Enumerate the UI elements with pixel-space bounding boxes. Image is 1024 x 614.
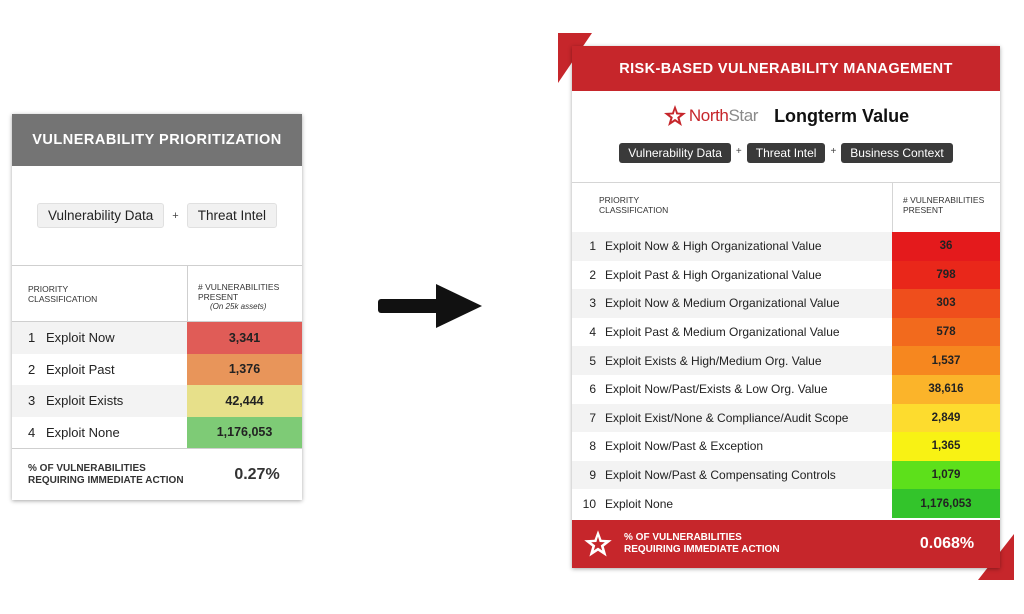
star-icon	[583, 530, 613, 558]
row-index: 4	[28, 424, 36, 440]
row-index: 1	[28, 330, 36, 346]
left-data-sources	[12, 166, 302, 266]
table-row	[572, 261, 1000, 290]
assets-note: (On 25k assets)	[210, 302, 267, 311]
row-value: 303	[892, 289, 1000, 318]
row-index: 4	[589, 325, 596, 340]
plus-sign: +	[172, 209, 179, 222]
vulnerabilities-present-header: # VULNERABILITIES PRESENT	[892, 183, 1000, 232]
row-label: Exploit None	[605, 496, 674, 511]
immediate-action-label: % OF VULNERABILITIES REQUIRING IMMEDIATE ACTION	[28, 462, 184, 486]
row-value: 2,849	[892, 404, 1000, 433]
priority-classification-header: PRIORITY CLASSIFICATION	[599, 195, 669, 215]
table-row	[572, 346, 1000, 375]
table-row	[12, 322, 302, 354]
row-index: 8	[589, 439, 596, 454]
brand-row	[572, 91, 1000, 141]
row-label: Exploit Now & Medium Organizational Value	[605, 296, 840, 311]
right-data-sources	[572, 141, 1000, 169]
risk-based-vm-card	[572, 46, 1000, 568]
table-row	[572, 404, 1000, 433]
row-index: 2	[589, 267, 596, 282]
table-row	[572, 318, 1000, 347]
table-row	[572, 232, 1000, 261]
left-column-headers	[12, 266, 302, 322]
row-index: 3	[589, 296, 596, 311]
row-value: 1,176,053	[187, 417, 302, 449]
row-value: 3,341	[187, 322, 302, 354]
chip-business-context: Business Context	[841, 143, 952, 163]
row-value: 38,616	[892, 375, 1000, 404]
immediate-action-percent: 0.27%	[234, 465, 280, 483]
right-card-title: RISK-BASED VULNERABILITY MANAGEMENT	[572, 46, 1000, 91]
vulnerabilities-present-header: # VULNERABILITIES PRESENT (On 25k assets)	[187, 266, 302, 321]
table-row	[572, 461, 1000, 490]
longterm-value-title: Longterm Value	[774, 105, 910, 126]
chip-threat-intel: Threat Intel	[747, 143, 826, 163]
row-value: 578	[892, 318, 1000, 347]
row-label: Exploit Now/Past & Compensating Controls	[605, 468, 836, 483]
row-label: Exploit Past	[46, 361, 115, 377]
row-index: 10	[582, 496, 596, 511]
table-row	[12, 385, 302, 417]
table-row	[572, 489, 1000, 518]
row-value: 1,537	[892, 346, 1000, 375]
immediate-action-label: % OF VULNERABILITIES REQUIRING IMMEDIATE ACTION	[624, 532, 780, 555]
right-arrow-icon	[378, 284, 482, 328]
row-value: 1,176,053	[892, 489, 1000, 518]
table-row	[572, 375, 1000, 404]
row-value: 798	[892, 261, 1000, 290]
row-label: Exploit Now	[46, 330, 115, 346]
star-logo-icon	[663, 105, 687, 127]
row-label: Exploit Exist/None & Compliance/Audit Scope	[605, 410, 849, 425]
priority-classification-header: PRIORITY CLASSIFICATION	[28, 284, 98, 304]
plus-sign: +	[735, 146, 742, 157]
row-value: 1,079	[892, 461, 1000, 490]
right-rows	[572, 232, 1000, 518]
chip-vulnerability-data: Vulnerability Data	[619, 143, 731, 163]
table-row	[572, 432, 1000, 461]
left-card-title: VULNERABILITY PRIORITIZATION	[12, 114, 302, 166]
row-index: 6	[589, 382, 596, 397]
row-label: Exploit Now & High Organizational Value	[605, 239, 822, 254]
right-column-headers	[572, 182, 1000, 232]
immediate-action-percent: 0.068%	[919, 535, 975, 552]
row-label: Exploit Now/Past & Exception	[605, 439, 764, 454]
row-label: Exploit Exists	[46, 393, 124, 409]
table-row	[572, 289, 1000, 318]
row-index: 1	[589, 239, 596, 254]
left-rows	[12, 322, 302, 448]
left-footer	[12, 448, 302, 500]
right-footer	[572, 520, 1000, 568]
row-index: 5	[589, 353, 596, 368]
row-label: Exploit Past & Medium Organizational Value	[605, 325, 840, 340]
row-index: 9	[589, 468, 596, 483]
row-label: Exploit Now/Past/Exists & Low Org. Value	[605, 382, 828, 397]
chip-vulnerability-data: Vulnerability Data	[37, 203, 164, 228]
brand-name: NorthStar	[688, 106, 759, 125]
chip-threat-intel: Threat Intel	[187, 203, 277, 228]
vulnerability-prioritization-card	[12, 114, 302, 500]
row-index: 7	[589, 410, 596, 425]
row-value: 1,376	[187, 354, 302, 386]
row-label: Exploit None	[46, 424, 120, 440]
row-index: 3	[28, 393, 36, 409]
northstar-logo	[663, 105, 758, 127]
row-value: 1,365	[892, 432, 1000, 461]
row-value: 42,444	[187, 385, 302, 417]
table-row	[12, 417, 302, 449]
table-row	[12, 354, 302, 386]
plus-sign: +	[830, 146, 837, 157]
row-value: 36	[892, 232, 1000, 261]
row-label: Exploit Exists & High/Medium Org. Value	[605, 353, 822, 368]
row-label: Exploit Past & High Organizational Value	[605, 267, 822, 282]
row-index: 2	[28, 361, 36, 377]
